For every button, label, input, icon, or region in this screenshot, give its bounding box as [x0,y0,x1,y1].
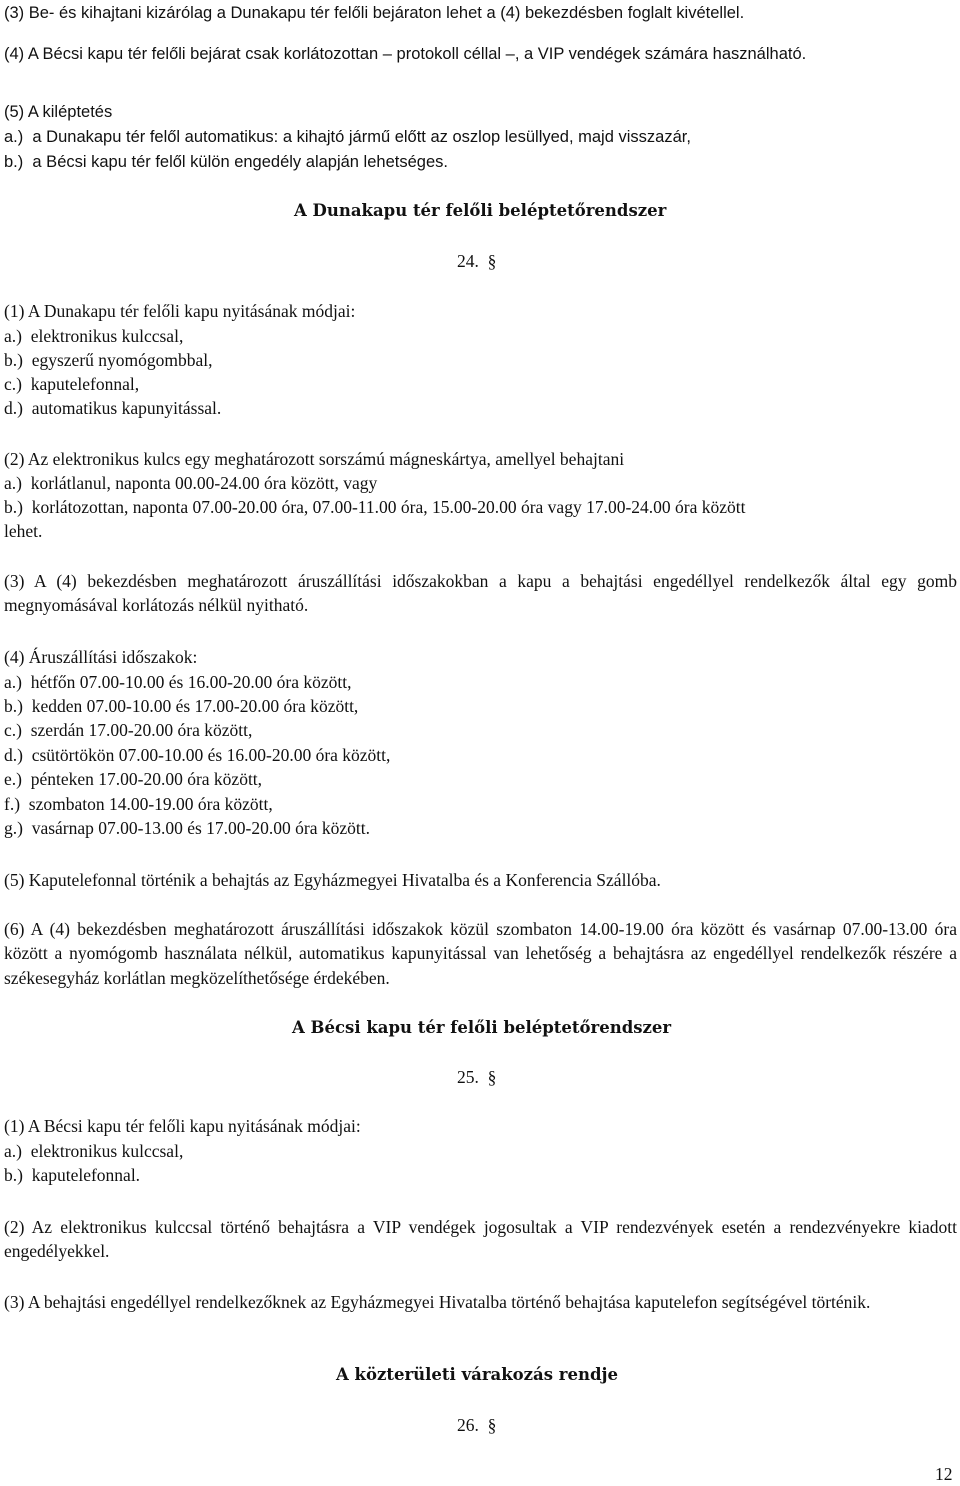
paragraph-25-1-title: (1) A Bécsi kapu tér felőli kapu nyitásának módjai: [4,1116,361,1136]
section-sign: § [487,1067,497,1087]
paragraph-5-item-b: b.) a Bécsi kapu tér felől külön engedély alapján lehetséges. [4,153,448,171]
section-heading-kozteruleti: A közterületi várakozás rendje [336,1365,618,1384]
paragraph-25-3: (3) A behajtási engedéllyel rendelkezőknek az Egyházmegyei Hivatalba történő behajtása kaputelefon segítségével történik. [4,1292,871,1312]
paragraph-4: (4) A Bécsi kapu tér felőli bejárat csak korlátozottan – protokoll céllal –, a VIP vendégek számára használható. [4,45,807,63]
list-item: e.) pénteken 17.00-20.00 óra között, [4,769,263,789]
paragraph-5-title: (5) A kiléptetés [4,103,113,121]
paragraph-24-6: (6) A (4) bekezdésben meghatározott áruszállítási időszakok közül szombaton 14.00-19.00 óra között és vasárnap 07.00-13.00 óra között a nyomógomb használata nélkül, automatikus kapunyitással van lehetőség a behajtásra az engedéllyel rendelkezők részére a székesegyház korlátlan megközelíthetősége érdekében. [4,919,957,988]
list-item: d.) automatikus kapunyitással. [4,398,222,418]
page-number: 12 [935,1464,953,1484]
list-item: f.) szombaton 14.00-19.00 óra között, [4,794,273,814]
list-item: b.) kedden 07.00-10.00 és 17.00-20.00 óra között, [4,696,359,716]
list-item: c.) szerdán 17.00-20.00 óra között, [4,720,253,740]
section-number-26: 26. § [457,1415,497,1435]
section-number-24: 24. § [457,251,497,271]
list-item: b.) egyszerű nyomógombbal, [4,350,213,370]
list-item: b.) korlátozottan, naponta 07.00-20.00 óra, 07.00-11.00 óra, 15.00-20.00 óra vagy 17.00-24.00 óra között [4,497,746,517]
paragraph-24-5: (5) Kaputelefonnal történik a behajtás az Egyházmegyei Hivatalba és a Konferencia Szállóba. [4,870,661,890]
paragraph-24-4-title: (4) Áruszállítási időszakok: [4,647,198,667]
paragraph-25-2: (2) Az elektronikus kulccsal történő behajtásra a VIP vendégek jogosultak a VIP rendezvények esetén a rendezvényekre kiadott engedélyekkel. [4,1217,957,1262]
section-sign: § [487,251,497,271]
paragraph-24-1-title: (1) A Dunakapu tér felőli kapu nyitásának módjai: [4,301,356,321]
section-number-25: 25. § [457,1067,497,1087]
paragraph-24-2-title: (2) Az elektronikus kulcs egy meghatározott sorszámú mágneskártya, amellyel behajtani [4,449,625,469]
list-item: c.) kaputelefonnal, [4,374,140,394]
section-sign: § [487,1415,497,1435]
list-item: g.) vasárnap 07.00-13.00 és 17.00-20.00 óra között. [4,818,370,838]
list-item: a.) hétfőn 07.00-10.00 és 16.00-20.00 óra között, [4,672,352,692]
list-item: b.) kaputelefonnal. [4,1165,141,1185]
section-heading-becsi-kapu: A Bécsi kapu tér felőli beléptetőrendszer [292,1018,672,1037]
list-item: a.) korlátlanul, naponta 00.00-24.00 óra között, vagy [4,473,378,493]
paragraph-24-2-tail: lehet. [4,521,43,541]
paragraph-24-3: (3) A (4) bekezdésben meghatározott áruszállítási időszakokban a kapu a behajtási engedéllyel rendelkezők által egy gomb megnyomásával korlátozás nélkül nyitható. [4,571,957,616]
list-item: a.) elektronikus kulccsal, [4,326,184,346]
paragraph-5-item-a: a.) a Dunakapu tér felől automatikus: a kihajtó jármű előtt az oszlop lesüllyed, majd visszazár, [4,128,691,146]
list-item: d.) csütörtökön 07.00-10.00 és 16.00-20.00 óra között, [4,745,391,765]
section-heading-dunakapu: A Dunakapu tér felőli beléptetőrendszer [294,201,667,220]
list-item: a.) elektronikus kulccsal, [4,1141,184,1161]
paragraph-3: (3) Be- és kihajtani kizárólag a Dunakapu tér felőli bejáraton lehet a (4) bekezdésben foglalt kivétellel. [4,4,745,22]
